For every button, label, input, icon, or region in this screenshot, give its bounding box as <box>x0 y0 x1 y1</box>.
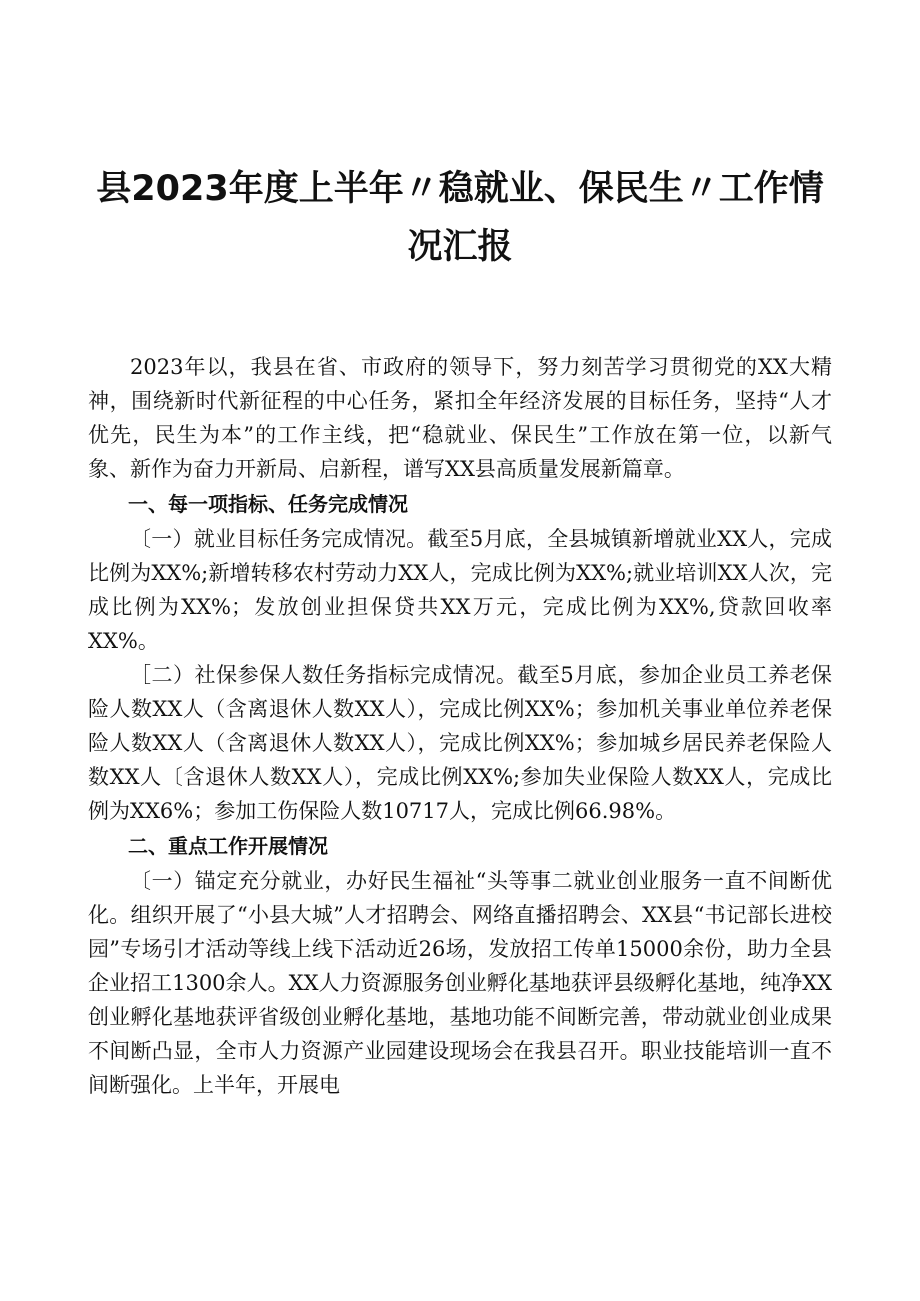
document-title: 县2023年度上半年〃稳就业、保民生〃工作情况汇报 <box>96 169 824 267</box>
document-body <box>88 350 832 1102</box>
section-heading-1: 一、每一项指标、任务完成情况 <box>128 492 408 516</box>
social-insurance-paragraph: ［二）社保参保人数任务指标完成情况。截至5月底，参加企业员工养老保险人数XX人（含离退休人数XX人），完成比例XX%；参加机关事业单位养老保险人数XX人（含离退休人数XX人），完成比例XX%；参加城乡居民养老保险人数XX人〔含退休人数XX人），完成比例XX%;参加失业保险人数XX人，完成比例为XX6%；参加工伤保险人数10717人，完成比例66.98%。 <box>88 663 832 823</box>
intro-paragraph: 2023年以，我县在省、市政府的领导下，努力刻苦学习贯彻党的XX大精神，围绕新时代新征程的中心任务，紧扣全年经济发展的目标任务，坚持“人才优先，民生为本”的工作主线，把“稳就业、保民生”工作放在第一位，以新气象、新作为奋力开新局、启新程，谱写XX县高质量发展新篇章。 <box>88 355 832 481</box>
section-heading-2: 二、重点工作开展情况 <box>128 834 328 858</box>
key-work-paragraph: 〔一）锚定充分就业，办好民生福祉“头等事二就业创业服务一直不间断优化。组织开展了“小县大城”人才招聘会、网络直播招聘会、XX县“书记部长进校园”专场引才活动等线上线下活动近26场，发放招工传单15000余份，助力全县企业招工1300余人。XX人力资源服务创业孵化基地获评县级孵化基地，纯净XX创业孵化基地获评省级创业孵化基地，基地功能不间断完善，带动就业创业成果不间断凸显，全市人力资源产业园建设现场会在我县召开。职业技能培训一直不间断强化。上半年，开展电 <box>88 869 832 1097</box>
employment-targets-paragraph: 〔一）就业目标任务完成情况。截至5月底，全县城镇新增就业XX人，完成比例为XX%;新增转移农村劳动力XX人，完成比例为XX%;就业培训XX人次，完成比例为XX%；发放创业担保贷共XX万元，完成比例为XX%,贷款回收率XX%。 <box>88 527 832 653</box>
